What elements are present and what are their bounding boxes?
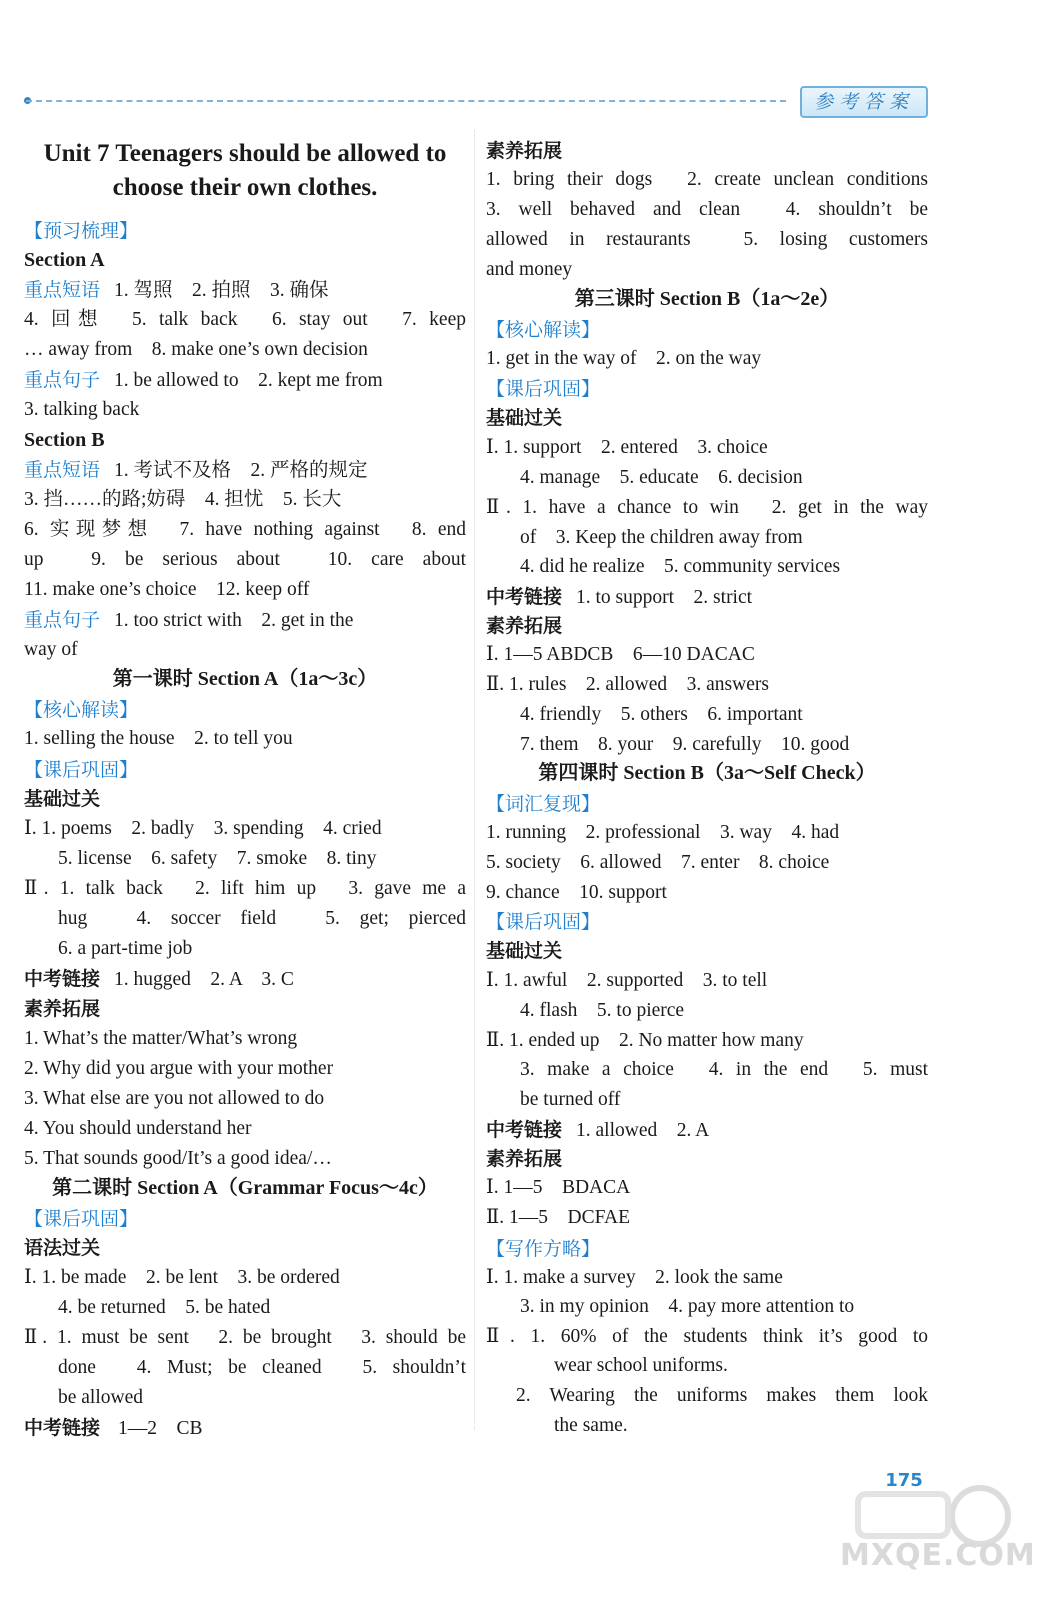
unit-title-line1: Unit 7 Teenagers should be allowed to <box>43 140 447 167</box>
l2-i-line2: 4. be returned 5. be hated <box>58 1297 271 1318</box>
l4-ext-line1: Ⅰ. 1—5 BDACA <box>486 1177 631 1198</box>
key-sentences-label: 重点句子 <box>24 369 101 391</box>
key-phrases-label: 重点短语 <box>24 279 101 301</box>
l3-i-line1: Ⅰ. 1. support 2. entered 3. choice <box>486 437 768 458</box>
l4-ii-line3: be turned off <box>520 1089 621 1110</box>
l1-ext-line1: 1. What’s the matter/What’s wrong <box>24 1028 298 1049</box>
sb-phrases-line5: 11. make one’s choice 12. keep off <box>24 579 310 600</box>
sb-phrases-line4: up 9. be serious about 10. care about <box>24 549 466 570</box>
watermark-text: MXQE.COM <box>840 1538 1036 1573</box>
l3-core-line1: 1. get in the way of 2. on the way <box>486 348 762 369</box>
l2-exam-link: 中考链接 1—2 CB <box>24 1417 203 1439</box>
sa-phrases-line2: 4. 回想 5. talk back 6. stay out 7. keep <box>24 309 466 330</box>
lesson2-heading: 第二课时 Section A（Grammar Focus～4c） <box>52 1177 438 1199</box>
core-reading-tag: 【核心解读】 <box>486 319 601 341</box>
sa-phrases-line1: 重点短语 1. 驾照 2. 拍照 3. 确保 <box>24 279 329 301</box>
right-column <box>486 0 928 1460</box>
l4-ii-line2: 3. make a choice 4. in the end 5. must <box>520 1059 928 1080</box>
section-a-heading: Section A <box>24 249 105 271</box>
l4-writing-line6: the same. <box>554 1415 628 1436</box>
key-phrases-label: 重点短语 <box>24 459 101 481</box>
vocab-review-tag: 【词汇复现】 <box>486 793 601 815</box>
l4-writing-line3: Ⅱ. 1. 60% of the students think it’s good to <box>486 1326 928 1347</box>
l4-vocab-line1: 1. running 2. professional 3. way 4. had <box>486 822 840 843</box>
basic-heading: 基础过关 <box>24 788 101 810</box>
ext-line2: 3. well behaved and clean 4. shouldn’t be <box>486 199 928 220</box>
after-class-tag: 【课后巩固】 <box>486 911 601 933</box>
lesson1-heading: 第一课时 Section A（1a～3c） <box>112 668 378 690</box>
lesson3-heading: 第三课时 Section B（1a～2e） <box>574 288 840 310</box>
extension-heading: 素养拓展 <box>24 998 101 1020</box>
after-class-tag: 【课后巩固】 <box>24 759 139 781</box>
l4-vocab-line3: 9. chance 10. support <box>486 882 667 903</box>
l1-i-line1: Ⅰ. 1. poems 2. badly 3. spending 4. cried <box>24 818 382 839</box>
exam-link-label: 中考链接 <box>24 1417 101 1439</box>
exam-link-label: 中考链接 <box>486 1119 563 1141</box>
sa-phrases-line3: … away from 8. make one’s own decision <box>24 339 368 360</box>
l3-ii-line1: Ⅱ. 1. have a chance to win 2. get in the way <box>486 497 928 518</box>
extension-heading: 素养拓展 <box>486 615 563 637</box>
after-class-tag: 【课后巩固】 <box>24 1208 139 1230</box>
extension-heading: 素养拓展 <box>486 1148 563 1170</box>
sa-sentences-line2: 3. talking back <box>24 399 140 420</box>
l1-ext-line5: 5. That sounds good/It’s a good idea/… <box>24 1148 332 1169</box>
l4-i-line2: 4. flash 5. to pierce <box>520 1000 685 1021</box>
sb-sentences-line1: 重点句子 1. too strict with 2. get in the <box>24 609 354 631</box>
l3-ext-line4: 7. them 8. your 9. carefully 10. good <box>520 734 850 755</box>
l4-exam-link: 中考链接 1. allowed 2. A <box>486 1119 710 1141</box>
l1-exam-link: 中考链接 1. hugged 2. A 3. C <box>24 968 294 990</box>
l2-ii-line2: done 4. Must; be cleaned 5. shouldn’t <box>58 1357 466 1378</box>
writing-strategy-tag: 【写作方略】 <box>486 1238 601 1260</box>
l2-ii-line1: Ⅱ. 1. must be sent 2. be brought 3. should be <box>24 1327 466 1348</box>
l3-i-line2: 4. manage 5. educate 6. decision <box>520 467 803 488</box>
l1-core-line1: 1. selling the house 2. to tell you <box>24 728 293 749</box>
l3-ext-line3: 4. friendly 5. others 6. important <box>520 704 803 725</box>
l3-ext-line2: Ⅱ. 1. rules 2. allowed 3. answers <box>486 674 769 695</box>
l3-ii-line2: of 3. Keep the children away from <box>520 527 803 548</box>
sb-phrases-line1: 重点短语 1. 考试不及格 2. 严格的规定 <box>24 459 368 481</box>
l4-writing-line1: Ⅰ. 1. make a survey 2. look the same <box>486 1267 783 1288</box>
exam-link-label: 中考链接 <box>486 586 563 608</box>
extension-heading: 素养拓展 <box>486 140 563 162</box>
ext-line4: and money <box>486 259 573 280</box>
l4-writing-line2: 3. in my opinion 4. pay more attention to <box>520 1296 855 1317</box>
key-sentences-label: 重点句子 <box>24 609 101 631</box>
sb-phrases-line2: 3. 挡……的路;妨碍 4. 担忧 5. 长大 <box>24 489 342 510</box>
l4-writing-line5: 2. Wearing the uniforms makes them look <box>516 1385 928 1406</box>
basic-heading: 基础过关 <box>486 407 563 429</box>
column-divider <box>474 130 475 1430</box>
l1-ii-line1: Ⅱ. 1. talk back 2. lift him up 3. gave me a <box>24 878 466 899</box>
l1-ext-line4: 4. You should understand her <box>24 1118 252 1139</box>
l4-writing-line4: wear school uniforms. <box>554 1355 728 1376</box>
grammar-heading: 语法过关 <box>24 1237 101 1259</box>
l3-ext-line1: Ⅰ. 1—5 ABDCB 6—10 DACAC <box>486 644 755 665</box>
lesson4-heading: 第四课时 Section B（3a～Self Check） <box>538 762 876 784</box>
after-class-tag: 【课后巩固】 <box>486 378 601 400</box>
exam-link-label: 中考链接 <box>24 968 101 990</box>
l4-ext-line2: Ⅱ. 1—5 DCFAE <box>486 1207 630 1228</box>
l1-i-line2: 5. license 6. safety 7. smoke 8. tiny <box>58 848 377 869</box>
answer-key-badge: 参考答案 <box>800 86 928 118</box>
core-reading-tag: 【核心解读】 <box>24 699 139 721</box>
l2-i-line1: Ⅰ. 1. be made 2. be lent 3. be ordered <box>24 1267 340 1288</box>
l4-vocab-line2: 5. society 6. allowed 7. enter 8. choice <box>486 852 830 873</box>
sb-sentences-line2: way of <box>24 639 78 660</box>
l1-ii-line3: 6. a part-time job <box>58 938 193 959</box>
l1-ii-line2: hug 4. soccer field 5. get; pierced <box>58 908 466 929</box>
l2-ii-line3: be allowed <box>58 1387 144 1408</box>
l1-ext-line2: 2. Why did you argue with your mother <box>24 1058 334 1079</box>
l4-ii-line1: Ⅱ. 1. ended up 2. No matter how many <box>486 1030 804 1051</box>
ext-line3: allowed in restaurants 5. losing customers <box>486 229 928 250</box>
l3-exam-link: 中考链接 1. to support 2. strict <box>486 586 753 608</box>
section-b-heading: Section B <box>24 429 105 451</box>
l3-ii-line3: 4. did he realize 5. community services <box>520 556 841 577</box>
l4-i-line1: Ⅰ. 1. awful 2. supported 3. to tell <box>486 970 768 991</box>
page-number: 175 <box>885 1470 923 1491</box>
l1-ext-line3: 3. What else are you not allowed to do <box>24 1088 325 1109</box>
unit-title-line2: choose their own clothes. <box>112 174 378 201</box>
basic-heading: 基础过关 <box>486 940 563 962</box>
sa-sentences-line1: 重点句子 1. be allowed to 2. kept me from <box>24 369 383 391</box>
ext-line1: 1. bring their dogs 2. create unclean conditions <box>486 169 928 190</box>
preview-tag: 【预习梳理】 <box>24 220 139 242</box>
left-column <box>24 0 466 1460</box>
sb-phrases-line3: 6. 实现梦想 7. have nothing against 8. end <box>24 519 466 540</box>
